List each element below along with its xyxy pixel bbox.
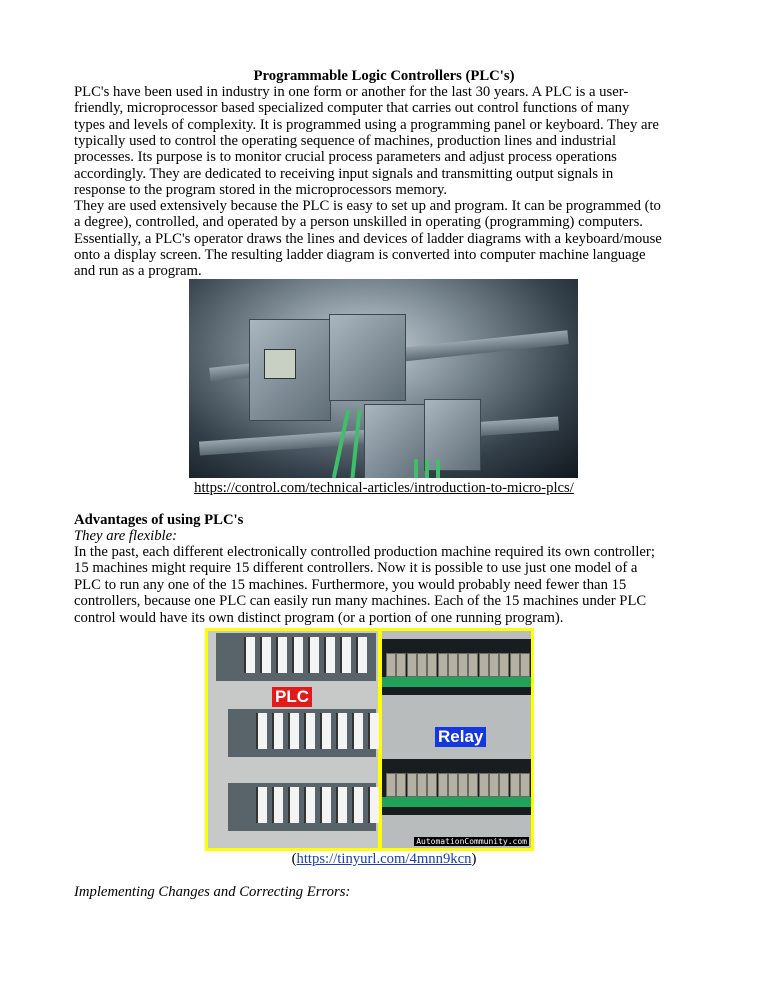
io-card [304, 713, 315, 749]
document-title: Programmable Logic Controllers (PLC's) [253, 68, 515, 84]
relay [427, 773, 437, 797]
relay [510, 653, 520, 677]
relay [468, 653, 478, 677]
text-line: PLC's have been used in industry in one form or another for the last 30 years. A PLC is a user- [74, 84, 629, 100]
io-card [260, 637, 271, 673]
io-card [256, 787, 267, 823]
watermark: AutomationCommunity.com [416, 837, 527, 846]
terminal-strip [382, 677, 531, 687]
relay [438, 773, 448, 797]
text-line: typically used to control the operating sequence of machines, production lines and industrial [74, 132, 617, 149]
io-card [352, 713, 363, 749]
relay [458, 773, 468, 797]
text-line: a degree), controlled, and operated by a person unskilled in operating (programming) computers. [74, 214, 643, 231]
text-line: accordingly. They are dedicated to receiving input signals and transmitting output signals in [74, 165, 614, 182]
changes-subheading: Implementing Changes and Correcting Errors: [74, 884, 351, 900]
relay [489, 773, 499, 797]
relay [520, 773, 530, 797]
plc-panel-image [208, 631, 378, 848]
text-line: In the past, each different electronically controlled production machine required its own controller; [74, 544, 655, 560]
relay [499, 653, 509, 677]
terminal-strip [382, 797, 531, 807]
relay-panel-image [382, 631, 531, 848]
relay-label: Relay [435, 727, 486, 747]
relay [448, 653, 458, 677]
io-card [308, 637, 319, 673]
relay [438, 653, 448, 677]
io-card [336, 787, 347, 823]
relay [520, 653, 530, 677]
io-card [324, 637, 335, 673]
io-card [336, 713, 347, 749]
relay [427, 653, 437, 677]
io-card [368, 713, 379, 749]
text-line: and run as a program. [74, 263, 202, 280]
io-card [320, 787, 331, 823]
io-card [320, 713, 331, 749]
text-line: They are used extensively because the PLC is easy to set up and program. It can be programmed (to [74, 198, 661, 215]
text-line: types and levels of complexity. It is programmed using a programming panel or keyboard. They are [74, 116, 659, 133]
relay [510, 773, 520, 797]
io-card [288, 713, 299, 749]
advantages-heading: Advantages of using PLC's [74, 512, 244, 528]
text-line: processes. Its purpose is to monitor crucial process parameters and adjust process operations [74, 149, 617, 166]
io-card [340, 637, 351, 673]
relay [396, 653, 406, 677]
relay [458, 653, 468, 677]
io-card [244, 637, 255, 673]
io-card [292, 637, 303, 673]
relay [396, 773, 406, 797]
io-card [272, 713, 283, 749]
caption-paren-open: ( [291, 851, 297, 867]
io-card [368, 787, 379, 823]
caption-paren-close: ) [471, 851, 477, 867]
relay [489, 653, 499, 677]
io-card [352, 787, 363, 823]
io-card [356, 637, 367, 673]
relay [417, 653, 427, 677]
text-line: friendly, microprocessor based specialized computer that carries out control functions of many [74, 100, 630, 117]
text-line: Essentially, a PLC's operator draws the lines and devices of ladder diagrams with a keyboard/mouse [74, 230, 662, 247]
relay [407, 653, 417, 677]
relay [407, 773, 417, 797]
figure2-source-link[interactable]: https://tinyurl.com/4mnn9kcn [296, 851, 472, 867]
text-line: PLC to run any one of the 15 machines. Furthermore, you would probably need fewer than 15 [74, 576, 627, 593]
io-card [304, 787, 315, 823]
relay [479, 653, 489, 677]
text-line: controllers, because one PLC can easily run many machines. Each of the 15 machines under PLC [74, 593, 647, 610]
io-card [288, 787, 299, 823]
plc-vs-relay-photo [205, 628, 534, 851]
io-card [272, 787, 283, 823]
text-line: 15 machines might require 15 different controllers. Now it is possible to use just one model of a [74, 560, 638, 577]
io-card [276, 637, 287, 673]
figure2-caption [0, 851, 768, 867]
text-line: response to the program stored in the microprocessors memory. [74, 181, 448, 198]
relay [468, 773, 478, 797]
relay [448, 773, 458, 797]
plc-label: PLC [272, 687, 312, 707]
relay [386, 653, 396, 677]
text-line: onto a display screen. The resulting ladder diagram is converted into computer machine language [74, 247, 646, 263]
io-card [256, 713, 267, 749]
relay [417, 773, 427, 797]
figure1-source-link[interactable]: https://control.com/technical-articles/introduction-to-micro-plcs/ [194, 480, 574, 496]
text-line: control would have its own distinct program (or a portion of one running program). [74, 609, 564, 626]
relay [386, 773, 396, 797]
relay [499, 773, 509, 797]
flexible-subheading: They are flexible: [74, 528, 178, 544]
relay [479, 773, 489, 797]
micro-plc-photo [189, 279, 578, 478]
